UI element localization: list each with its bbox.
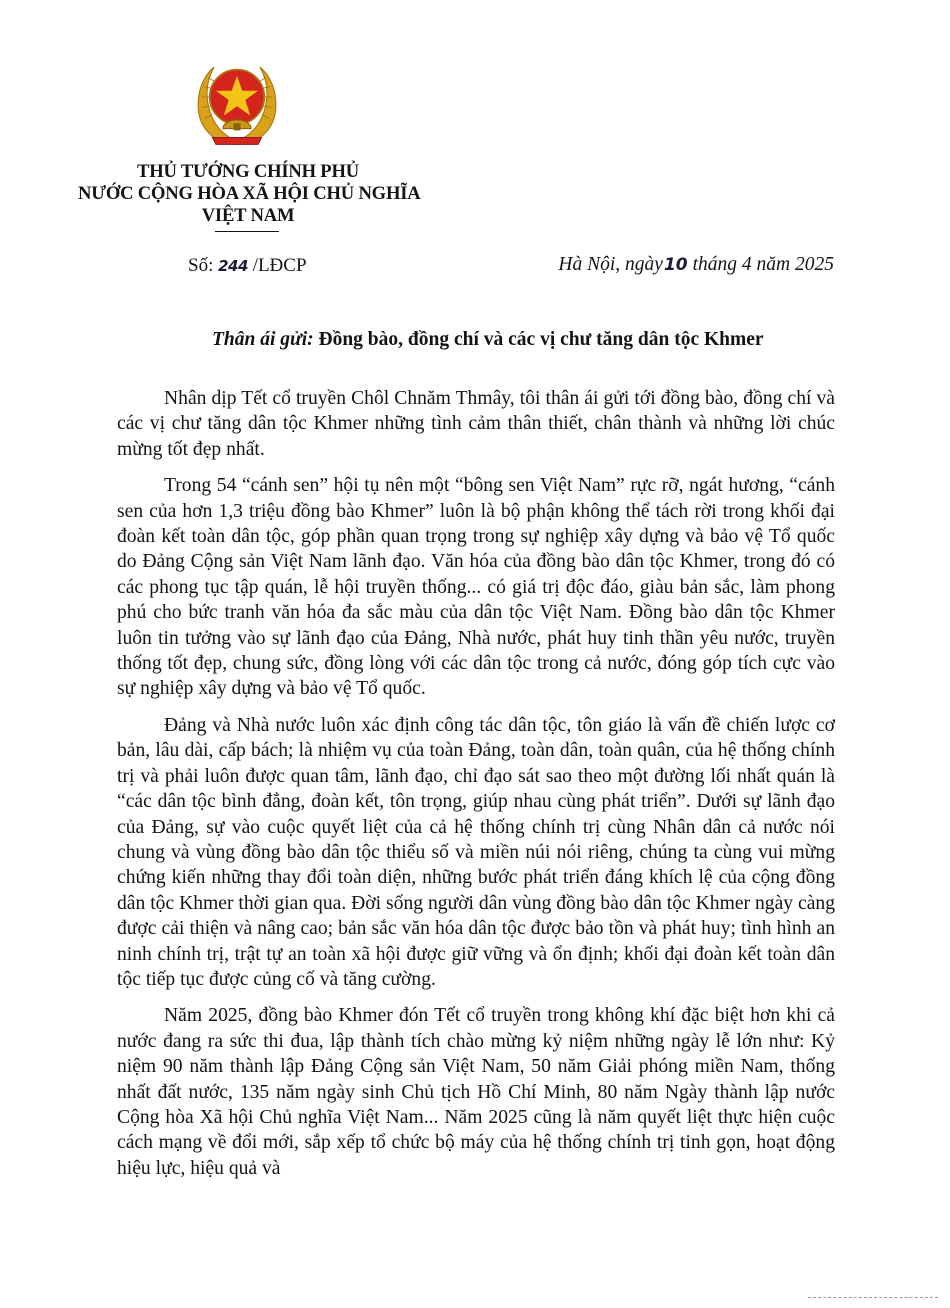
number-value: 244: [218, 257, 248, 275]
salutation-recipients: Đồng bào, đồng chí và các vị chư tăng dân tộc Khmer: [313, 329, 764, 350]
paragraph: Trong 54 “cánh sen” hội tụ nên một “bông sen Việt Nam” rực rỡ, ngát hương, “cánh sen của hơn 1,3 triệu đồng bào Khmer” luôn là bộ phận không thể tách rời trong khối đại đoàn kết toàn dân tộc, góp phần quan trọng trong sự nghiệp xây dựng và bảo vệ Tổ quốc do Đảng Cộng sản Việt Nam lãnh đạo. Văn hóa của đồng bào dân tộc Khmer, trong đó có các phong tục tập quán, lễ hội truyền thống... có giá trị độc đáo, giàu bản sắc, làm phong phú cho bức tranh văn hóa đa sắc màu của dân tộc Việt Nam. Đồng bào dân tộc Khmer luôn tin tưởng vào sự lãnh đạo của Đảng, Nhà nước, phát huy tinh thần yêu nước, truyền thống tốt đẹp, chung sức, đồng lòng với các dân tộc trong cả nước, đóng góp tích cực vào sự nghiệp xây dựng và bảo vệ Tổ quốc.: [117, 475, 835, 700]
page-edge-marks: [808, 1297, 938, 1298]
paragraph: Nhân dịp Tết cổ truyền Chôl Chnăm Thmây, tôi thân ái gửi tới đồng bào, đồng chí và các vị chư tăng dân tộc Khmer những tình cảm thân thiết, chân thành và những lời chúc mừng tốt đẹp nhất.: [117, 388, 835, 460]
authority-line-3: VIỆT NAM: [201, 205, 295, 226]
authority-line-1: THỦ TƯỚNG CHÍNH PHỦ: [137, 161, 359, 182]
paragraph: Đảng và Nhà nước luôn xác định công tác dân tộc, tôn giáo là vấn đề chiến lược cơ bản, lâu dài, cấp bách; là nhiệm vụ của toàn Đảng, toàn dân, toàn quân, của hệ thống chính trị và phải luôn được quan tâm, lãnh đạo, chỉ đạo sát sao theo một đường lối nhất quán là “các dân tộc bình đẳng, đoàn kết, tôn trọng, giúp nhau cùng phát triển”. Dưới sự lãnh đạo của Đảng, sự vào cuộc quyết liệt của cả hệ thống chính trị cùng Nhân dân cả nước nói chung và vùng đồng bào dân tộc thiểu số và miền núi nói riêng, chúng ta cùng vui mừng chứng kiến những thay đổi toàn diện, những bước phát triển đáng khích lệ của cộng đồng dân tộc Khmer thời gian qua. Đời sống người dân vùng đồng bào dân tộc Khmer ngày càng được cải thiện và nâng cao; bản sắc văn hóa dân tộc được bảo tồn và phát huy; tình hình an ninh chính trị, trật tự an toàn xã hội được giữ vững và ổn định; khối đại đoàn kết toàn dân tộc tiếp tục được củng cố và tăng cường.: [117, 714, 835, 990]
issuing-authority: [78, 161, 421, 227]
number-suffix: /LĐCP: [252, 255, 307, 276]
date-prefix: Hà Nội, ngày: [558, 254, 663, 275]
date-day: 10: [663, 255, 688, 275]
salutation: [212, 329, 764, 351]
number-label: Số:: [188, 255, 214, 276]
date-suffix: tháng 4 năm 2025: [692, 254, 834, 275]
authority-line-2: NƯỚC CỘNG HÒA XÃ HỘI CHỦ NGHĨA: [78, 183, 421, 204]
header-divider: [215, 231, 279, 232]
place-and-date: [558, 254, 834, 276]
national-emblem-icon: [193, 56, 281, 152]
document-number: [188, 255, 307, 277]
letter-body: [117, 386, 835, 1181]
paragraph: Năm 2025, đồng bào Khmer đón Tết cổ truyền trong không khí đặc biệt hơn khi cả nước đang ra sức thi đua, lập thành tích chào mừng kỷ niệm những ngày lễ lớn như: Kỷ niệm 90 năm thành lập Đảng Cộng sản Việt Nam, 50 năm Giải phóng miền Nam, thống nhất đất nước, 135 năm ngày sinh Chủ tịch Hồ Chí Minh, 80 năm Ngày thành lập nước Cộng hòa Xã hội Chủ nghĩa Việt Nam... Năm 2025 cũng là năm quyết liệt thực hiện cuộc cách mạng về đổi mới, sắp xếp tổ chức bộ máy của hệ thống chính trị tinh gọn, hoạt động hiệu lực, hiệu quả và: [117, 1005, 835, 1179]
salutation-lead: Thân ái gửi:: [212, 329, 314, 350]
